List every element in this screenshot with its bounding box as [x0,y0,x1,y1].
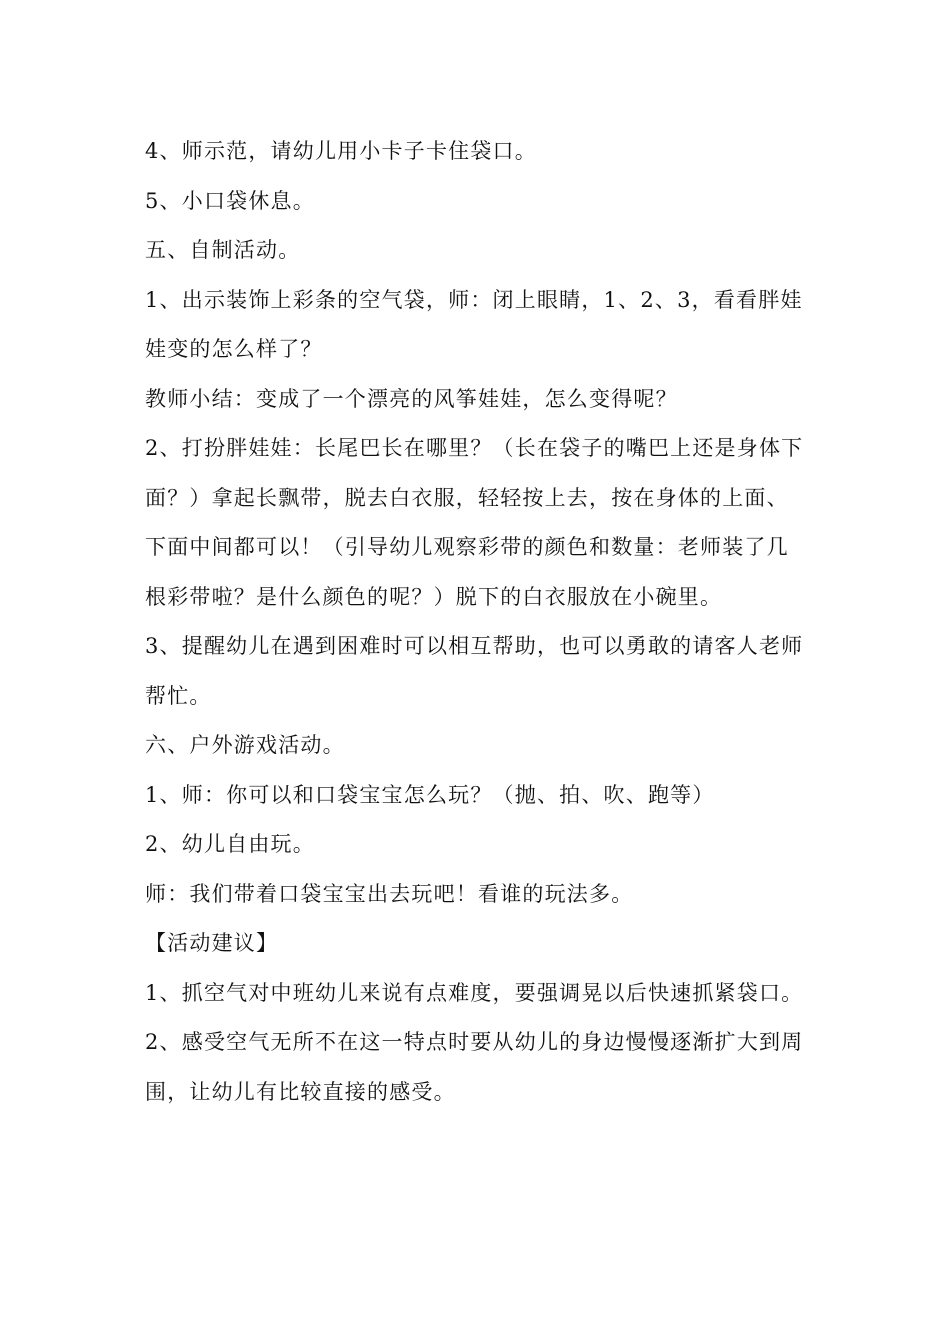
section-heading: 六、户外游戏活动。 [145,733,345,757]
text-line: 1、抓空气对中班幼儿来说有点难度，要强调晃以后快速抓紧袋口。 [145,980,804,1005]
text-line: 师：我们带着口袋宝宝出去玩吧！看谁的玩法多。 [145,881,634,906]
text-line: 帮忙。 [145,683,212,708]
text-line: 围，让幼儿有比较直接的感受。 [145,1079,456,1104]
text-line: 2、幼儿自由玩。 [145,832,315,856]
text-line: 5、小口袋休息。 [145,188,315,213]
text-line: 教师小结：变成了一个漂亮的风筝娃娃，怎么变得呢？ [145,386,678,411]
document-body [145,127,810,1117]
text-line: 2、感受空气无所不在这一特点时要从幼儿的身边慢慢逐渐扩大到周 [145,1030,804,1054]
section-heading: 【活动建议】 [145,931,279,955]
text-line: 1、出示装饰上彩条的空气袋，师：闭上眼睛，1、2、3，看看胖娃 [145,287,803,312]
text-line: 4、师示范，请幼儿用小卡子卡住袋口。 [145,139,537,163]
section-heading: 五、自制活动。 [145,238,301,262]
text-line: 下面中间都可以！（引导幼儿观察彩带的颜色和数量：老师装了几 [145,535,789,559]
text-line: 3、提醒幼儿在遇到困难时可以相互帮助，也可以勇敢的请客人老师 [145,634,804,658]
text-line: 面？）拿起长飘带，脱去白衣服，轻轻按上去，按在身体的上面、 [145,485,789,510]
text-line: 1、师：你可以和口袋宝宝怎么玩？（抛、拍、吹、跑等） [145,782,715,807]
text-line: 2、打扮胖娃娃：长尾巴长在哪里？（长在袋子的嘴巴上还是身体下 [145,436,804,460]
text-line: 根彩带啦？是什么颜色的呢？）脱下的白衣服放在小碗里。 [145,584,723,609]
text-line: 娃变的怎么样了？ [145,337,323,361]
